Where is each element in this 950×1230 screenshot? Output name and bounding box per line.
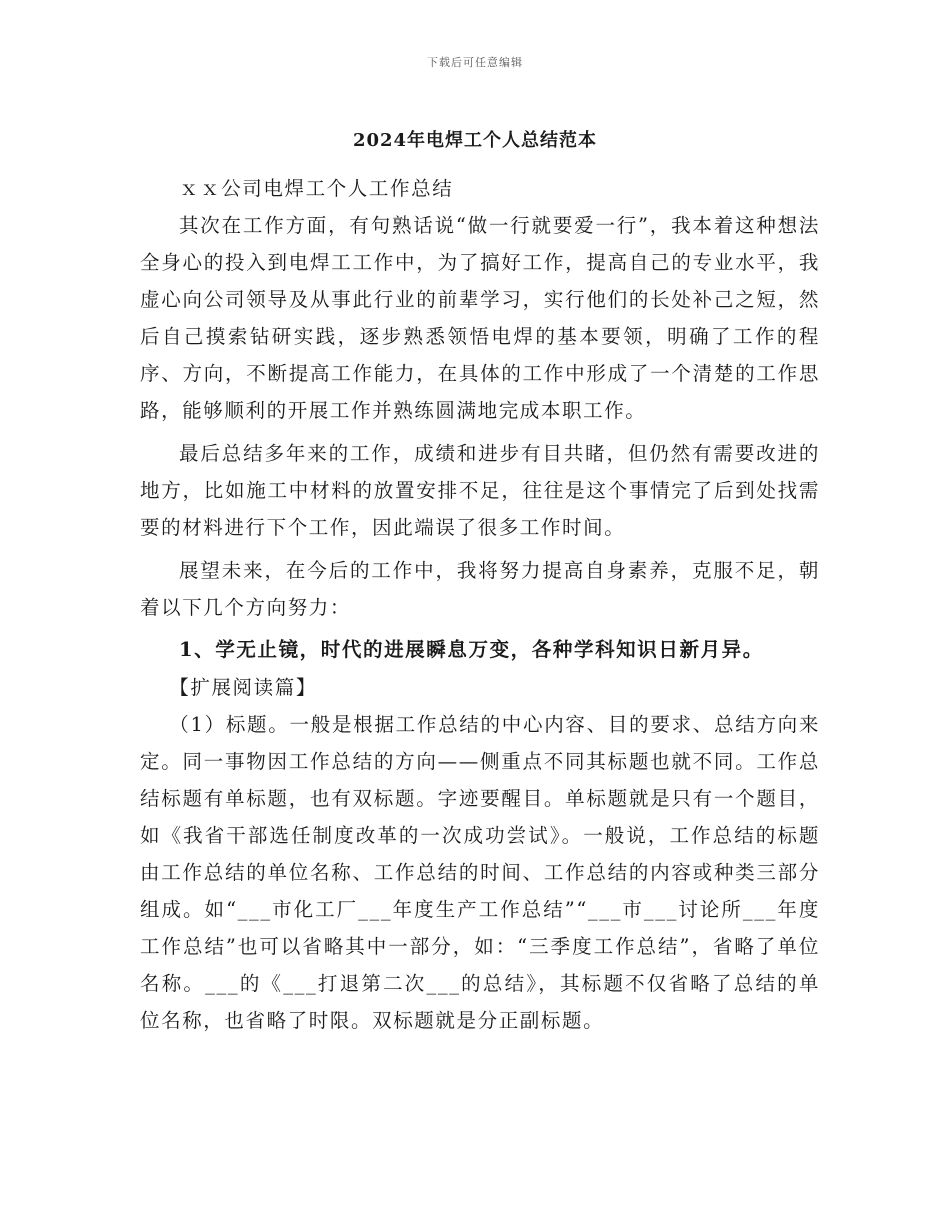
document-subtitle: ｘｘ公司电焊工个人工作总结: [179, 177, 454, 200]
paragraph-point-one: 1、学无止镜，时代的进展瞬息万变，各种学科知识日新月异。: [179, 638, 764, 661]
header-note: 下载后可任意编辑: [427, 56, 523, 69]
document-title: 2024年电焊工个人总结范本: [352, 130, 598, 151]
paragraph-outlook: 展望未来，在今后的工作中，我将努力提高自身素养，克服不足，朝着以下几个方向努力：: [140, 559, 820, 619]
document-body: [140, 170, 820, 1039]
paragraph-title-section: （1）标题。一般是根据工作总结的中心内容、目的要求、总结方向来定。同一事物因工作总结的方向——侧重点不同其标题也就不同。工作总结标题有单标题，也有双标题。字迹要醒目。单标题就是只有一个题目，如《我省干部选任制度改革的一次成功尝试》。一般说，工作总结的标题由工作总结的单位名称、工作总结的时间、工作总结的内容或种类三部分组成。如“___市化工厂___年度生产工作总结”“___市___讨论所___年度工作总结”也可以省略其中一部分，如：“三季度工作总结”，省略了单位名称。___的《___打退第二次___的总结》，其标题不仅省略了总结的单位名称，也省略了时限。双标题就是分正副标题。: [140, 713, 820, 1032]
paragraph-extended-reading: 【扩展阅读篇】: [169, 676, 317, 699]
paragraph-work-aspect: 其次在工作方面，有句熟话说“做一行就要爱一行”，我本着这种想法全身心的投入到电焊工工作中，为了搞好工作，提高自己的专业水平，我虚心向公司领导及从事此行业的前辈学习，实行他们的长处补己之短，然后自己摸索钻研实践，逐步熟悉领悟电焊的基本要领，明确了工作的程序、方向，不断提高工作能力，在具体的工作中形成了一个清楚的工作思路，能够顺利的开展工作并熟练圆满地完成本职工作。: [140, 214, 820, 422]
paragraph-summary: 最后总结多年来的工作，成绩和进步有目共睹，但仍然有需要改进的地方，比如施工中材料的放置安排不足，往往是这个事情完了后到处找需要的材料进行下个工作，因此端误了很多工作时间。: [140, 442, 820, 539]
